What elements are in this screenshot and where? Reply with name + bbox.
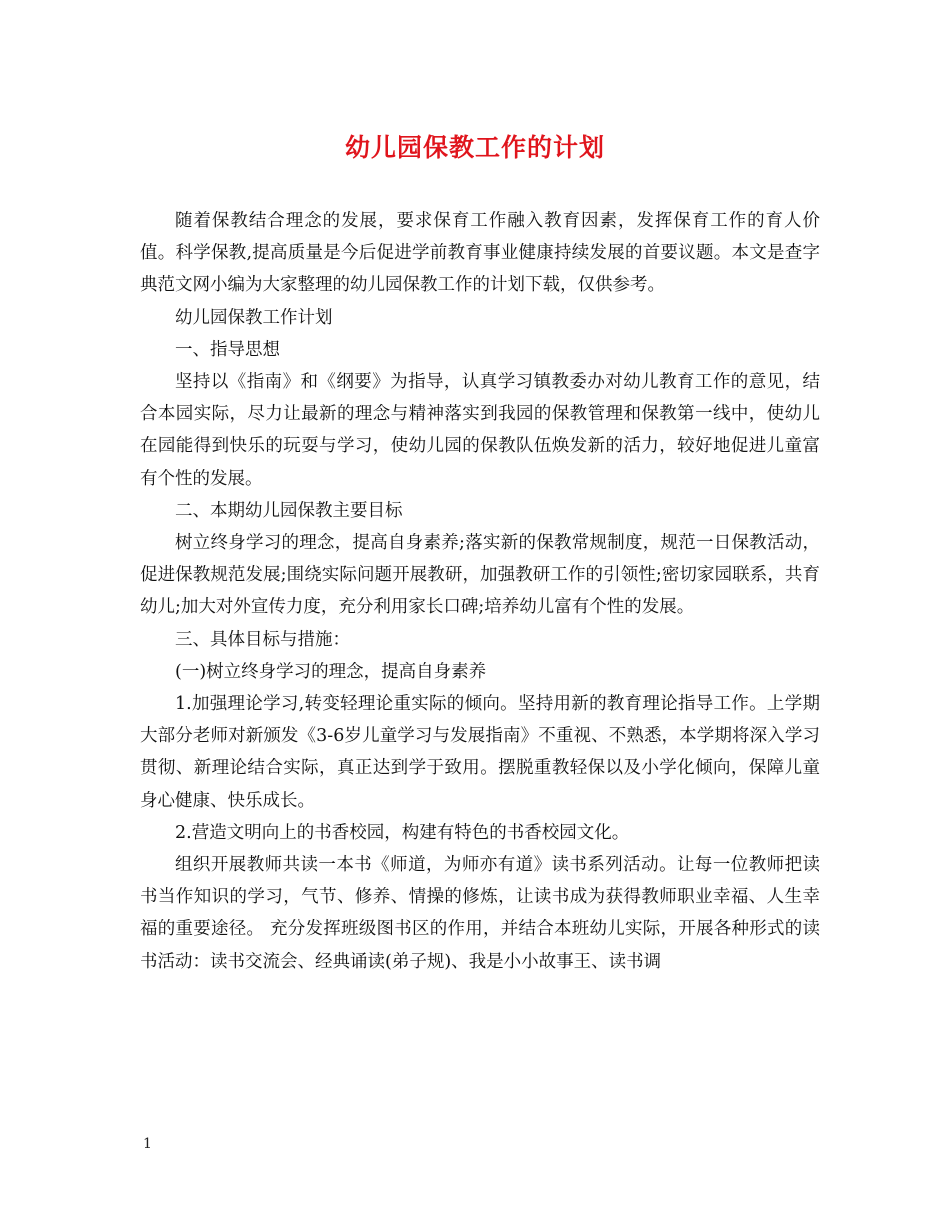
section-heading-main-goals: 二、本期幼儿园保教主要目标 <box>175 500 403 521</box>
document-title: 幼儿园保教工作的计划 <box>344 133 605 162</box>
subsection-heading-lifelong-learning: (一)树立终身学习的理念，提高自身素养 <box>175 661 487 682</box>
paragraph-intro: 随着保教结合理念的发展，要求保育工作融入教育因素，发挥保育工作的育人价值。科学保教,提高质量是今后促进学前教育事业健康持续发展的首要议题。本文是查字典范文网小编为大家整理的幼儿园保教工作的计划下载，仅供参考。 <box>140 211 820 296</box>
section-heading-measures: 三、具体目标与措施： <box>175 629 350 650</box>
paragraph-reading-activities: 组织开展教师共读一本书《师道，为师亦有道》读书系列活动。让每一位教师把读书当作知识的学习，气节、修养、情操的修炼，让读书成为获得教师职业幸福、人生幸福的重要途径。 充分发挥班级图书区的作用，并结合本班幼儿实际，开展各种形式的读书活动：读书交流会、经典诵读(弟子规)、我是小小故事王、读书调 <box>140 855 820 972</box>
document-body <box>140 205 820 978</box>
page-number: 1 <box>143 1136 152 1152</box>
paragraph-main-goals: 树立终身学习的理念，提高自身素养;落实新的保教常规制度，规范一日保教活动，促进保教规范发展;围绕实际问题开展教研，加强教研工作的引领性;密切家园联系，共育幼儿;加大对外宣传力度，充分利用家长口碑;培养幼儿富有个性的发展。 <box>140 533 820 618</box>
paragraph-theory-study: 1.加强理论学习,转变轻理论重实际的倾向。坚持用新的教育理论指导工作。上学期大部分老师对新颁发《3-6岁儿童学习与发展指南》不重视、不熟悉，本学期将深入学习贯彻、新理论结合实际，真正达到学于致用。摆脱重教轻保以及小学化倾向，保障儿童身心健康、快乐成长。 <box>140 694 820 811</box>
paragraph-guiding-thought: 坚持以《指南》和《纲要》为指导，认真学习镇教委办对幼儿教育工作的意见，结合本园实际，尽力让最新的理念与精神落实到我园的保教管理和保教第一线中，使幼儿在园能得到快乐的玩耍与学习，使幼儿园的保教队伍焕发新的活力，较好地促进儿童富有个性的发展。 <box>140 372 820 489</box>
paragraph-plan-heading: 幼儿园保教工作计划 <box>175 307 333 328</box>
paragraph-reading-campus: 2.营造文明向上的书香校园，构建有特色的书香校园文化。 <box>175 822 630 843</box>
section-heading-guiding-thought: 一、指导思想 <box>175 339 280 360</box>
